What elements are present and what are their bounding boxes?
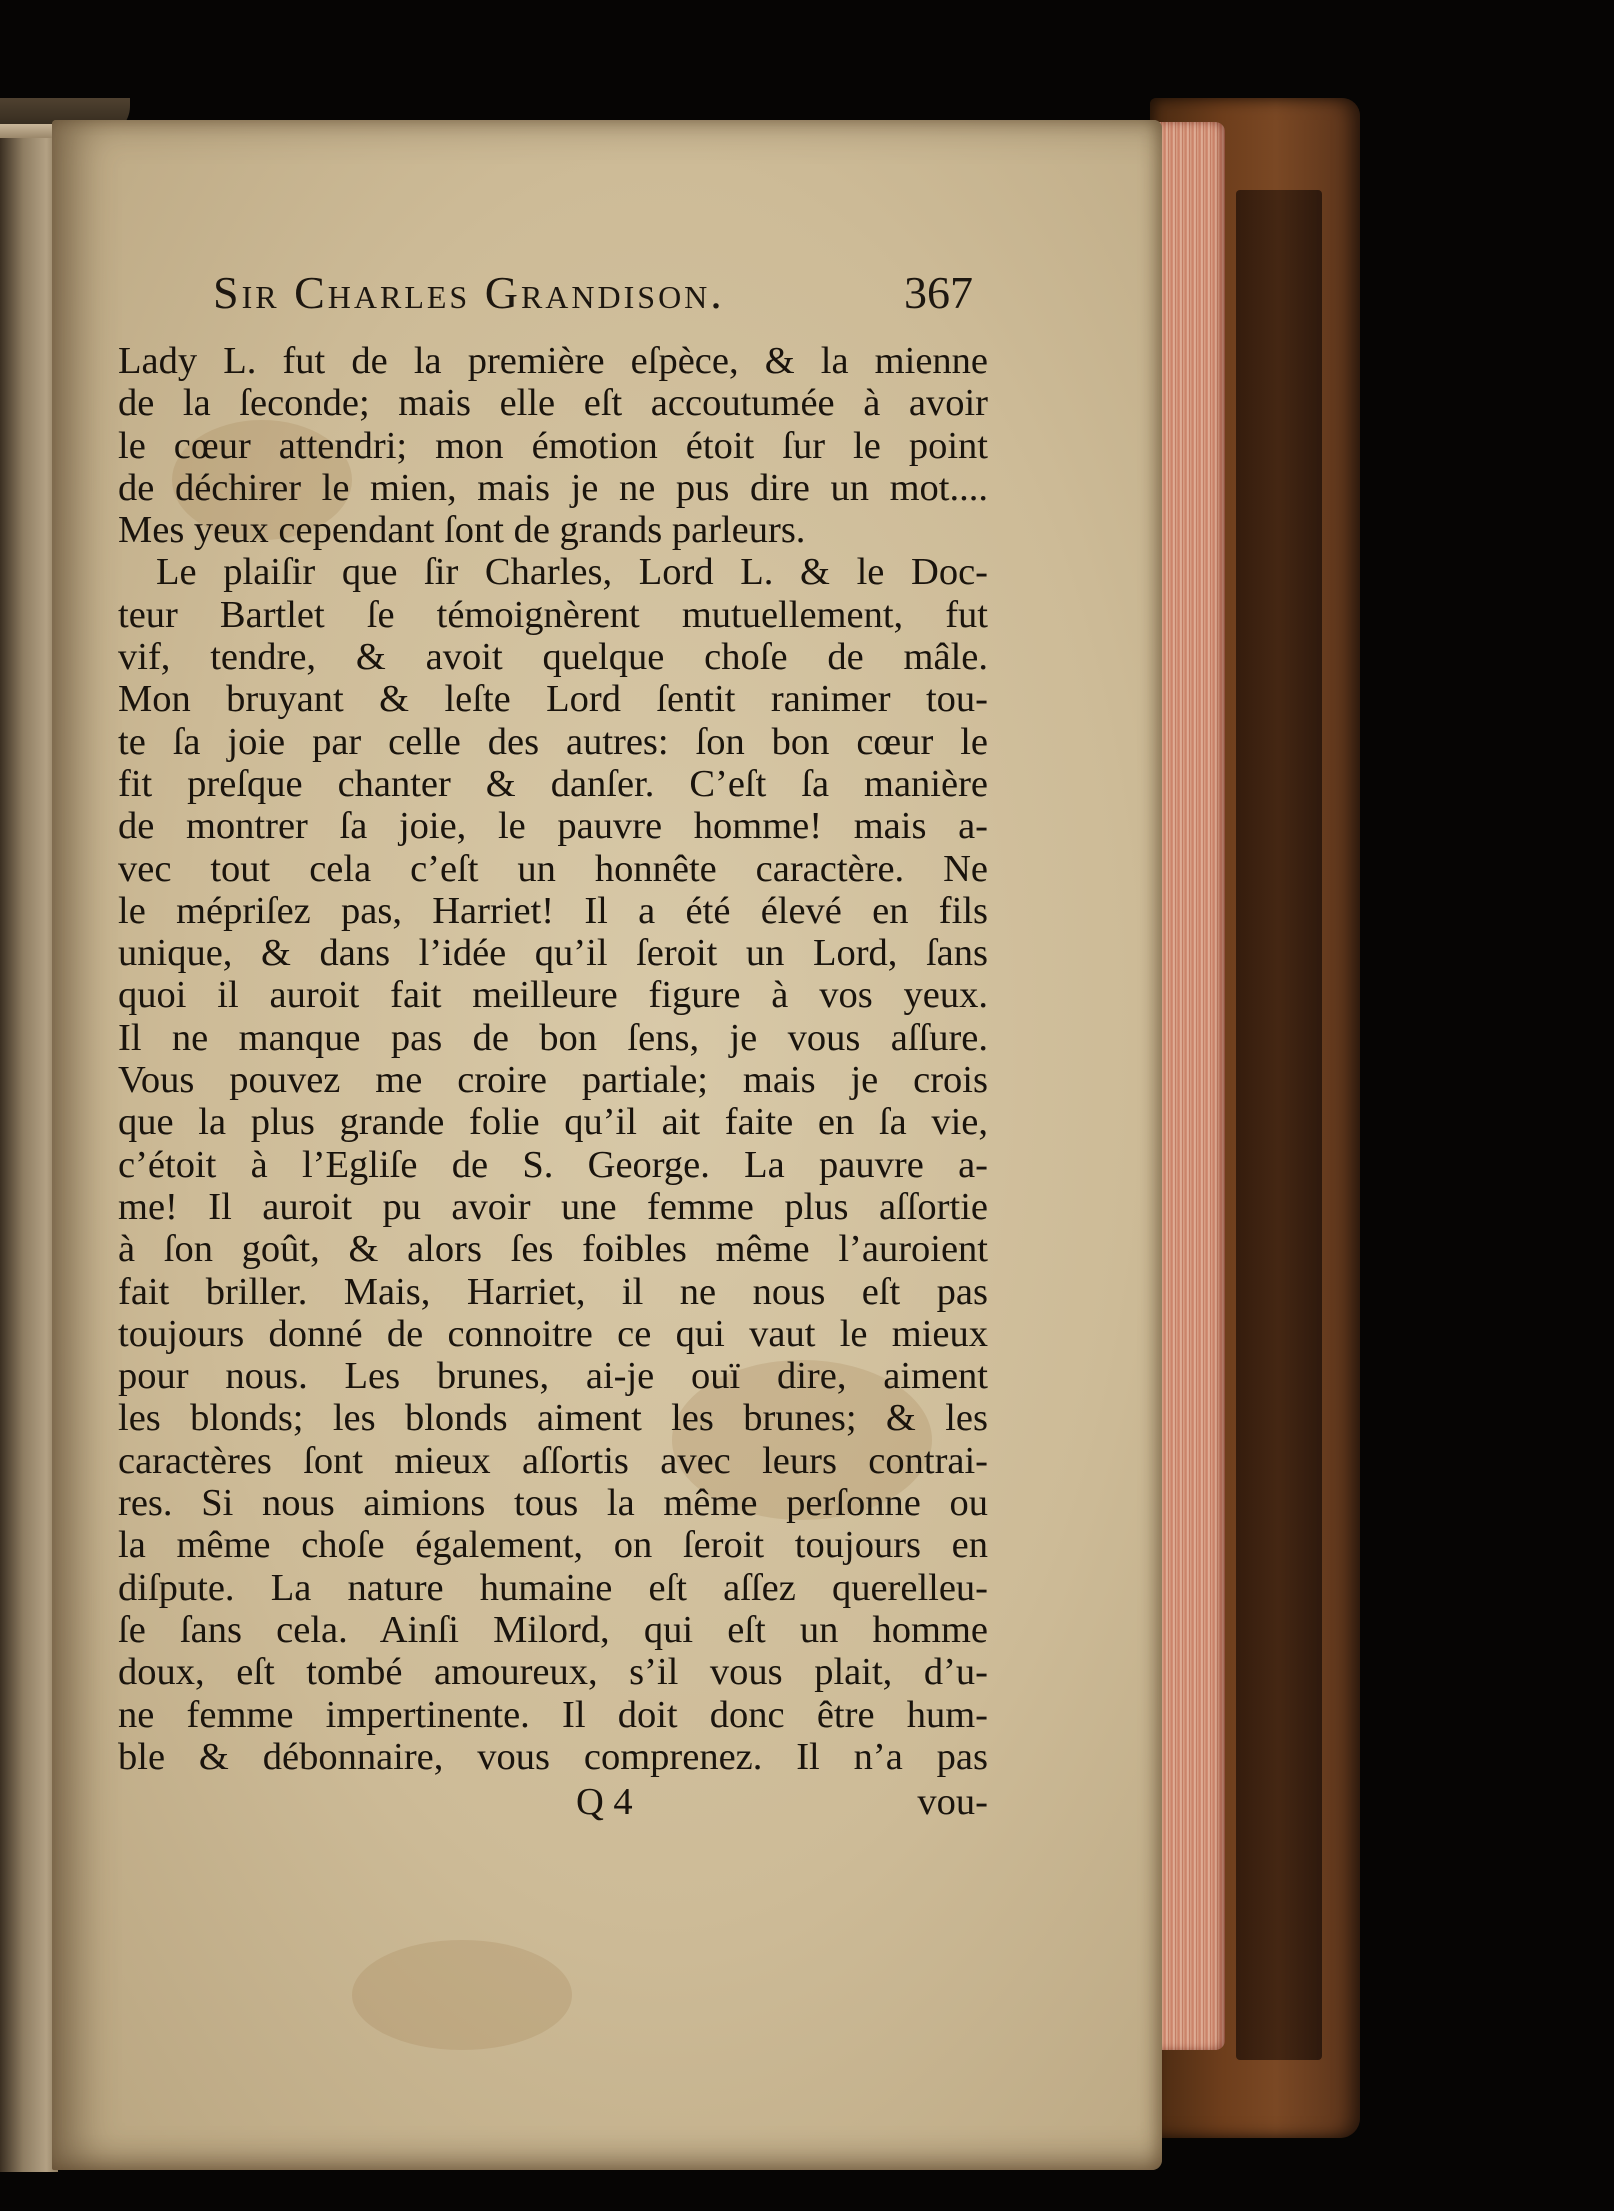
page-footer <box>118 1780 988 1824</box>
text-line: te ſa joie par celle des autres: ſon bon cœur le <box>118 720 988 763</box>
text-line: ne femme impertinente. Il doit donc être hum- <box>118 1693 988 1736</box>
text-line: Il ne manque pas de bon ſens, je vous aſſure. <box>118 1016 988 1059</box>
cover-inner-turn <box>1236 190 1322 2060</box>
page-header <box>213 266 973 336</box>
text-line: Vous pouvez me croire partiale; mais je crois <box>118 1059 988 1102</box>
text-line: le mépriſez pas, Harriet! Il a été élevé en fils <box>118 889 988 932</box>
text-line: teur Bartlet ſe témoignèrent mutuellement, fut <box>118 593 988 636</box>
text-line: Lady L. fut de la première eſpèce, & la mienne <box>118 340 988 382</box>
page-number: 367 <box>904 267 973 318</box>
previous-page-strip <box>0 112 58 2172</box>
text-line: doux, eſt tombé amoureux, s’il vous plait, d’u- <box>118 1651 988 1694</box>
running-title: Sir Charles Grandison. <box>213 267 725 318</box>
text-line: Mon bruyant & leſte Lord ſentit ranimer tou- <box>118 678 988 721</box>
text-line: de déchirer le mien, mais je ne pus dire un mot.... <box>118 466 988 509</box>
text-line: ble & débonnaire, vous comprenez. Il n’a pas <box>118 1735 988 1778</box>
text-line: pour nous. Les brunes, ai-je ouï dire, aiment <box>118 1355 988 1398</box>
text-line: vif, tendre, & avoit quelque choſe de mâle. <box>118 636 988 679</box>
text-line: vec tout cela c’eſt un honnête caractère. Ne <box>118 847 988 890</box>
text-line: la même choſe également, on ſeroit toujours en <box>118 1524 988 1567</box>
text-line: que la plus grande folie qu’il ait faite en ſa vie, <box>118 1101 988 1144</box>
text-line: de la ſeconde; mais elle eſt accoutumée à avoir <box>118 382 988 425</box>
text-line: res. Si nous aimions tous la même perſonne ou <box>118 1482 988 1525</box>
text-line: c’étoit à l’Egliſe de S. George. La pauvre a- <box>118 1143 988 1186</box>
text-line: Mes yeux cependant ſont de grands parleurs. <box>118 509 806 552</box>
text-line: de montrer ſa joie, le pauvre homme! mais a- <box>118 805 988 848</box>
text-line: diſpute. La nature humaine eſt aſſez querelleu- <box>118 1566 988 1609</box>
text-line: les blonds; les blonds aiment les brunes; & les <box>118 1397 988 1440</box>
text-line: fait briller. Mais, Harriet, il ne nous eſt pas <box>118 1270 988 1313</box>
text-line: fit preſque chanter & danſer. C’eſt ſa manière <box>118 762 988 805</box>
text-line: toujours donné de connoitre ce qui vaut le mieux <box>118 1312 988 1355</box>
text-line: me! Il auroit pu avoir une femme plus aſſortie <box>118 1185 988 1228</box>
text-line: le cœur attendri; mon émotion étoit ſur le point <box>118 424 988 467</box>
text-line: caractères ſont mieux aſſortis avec leurs contrai- <box>118 1439 988 1482</box>
page-edges <box>1155 122 1225 2050</box>
paper-stain <box>352 1940 572 2050</box>
text-line: quoi il auroit fait meilleure figure à vos yeux. <box>118 974 988 1017</box>
catchword: vou- <box>917 1781 988 1823</box>
body-text <box>118 340 988 1778</box>
text-line: Le plaiſir que ſir Charles, Lord L. & le Doc- <box>156 551 988 594</box>
text-line: ſe ſans cela. Ainſi Milord, qui eſt un homme <box>118 1608 988 1651</box>
signature-mark: Q 4 <box>576 1781 633 1823</box>
text-line: à ſon goût, & alors ſes foibles même l’auroient <box>118 1228 988 1271</box>
text-line: unique, & dans l’idée qu’il ſeroit un Lord, ſans <box>118 932 988 975</box>
